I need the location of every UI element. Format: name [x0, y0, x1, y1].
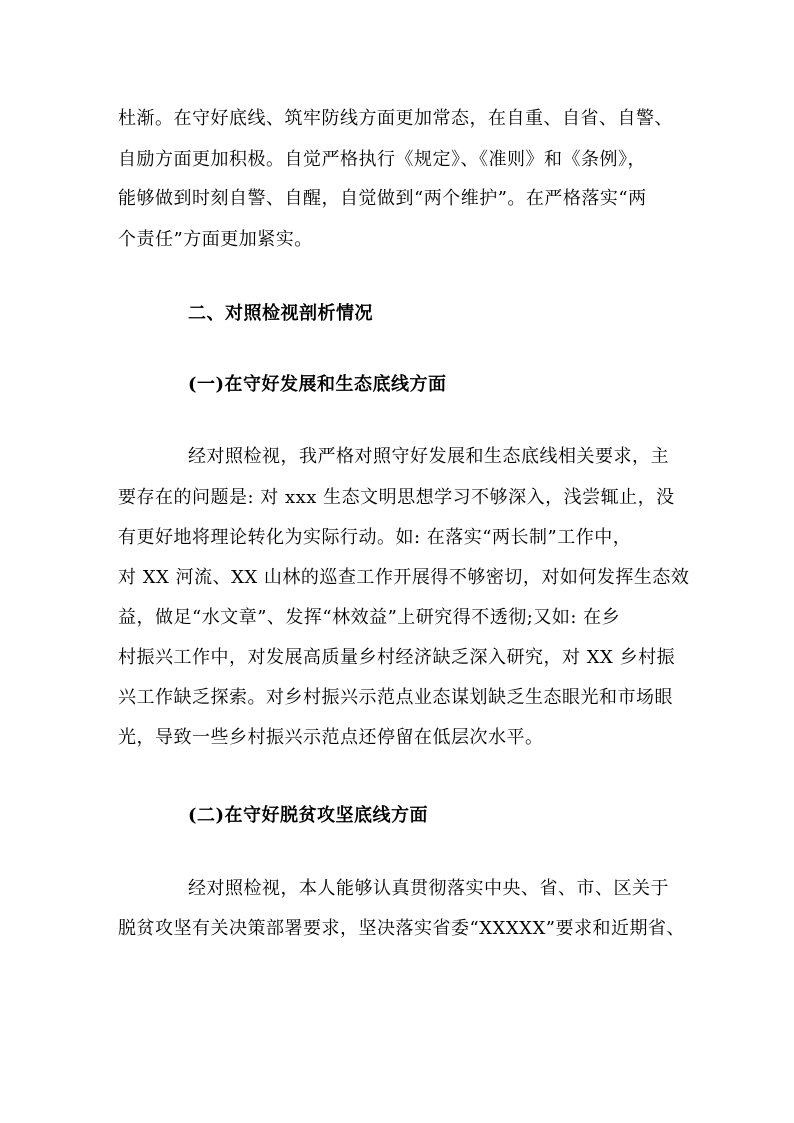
section-heading: 二、对照检视剖析情况 — [188, 303, 373, 324]
paragraph-line: 要存在的问题是: 对 xxx 生态文明思想学习不够深入，浅尝辄止，没 — [118, 487, 675, 508]
paragraph-line: 个责任”方面更加紧实。 — [118, 229, 313, 250]
paragraph-line: 兴工作缺乏探索。对乡村振兴示范点业态谋划缺乏生态眼光和市场眼 — [118, 687, 673, 708]
paragraph-line: 对 XX 河流、XX 山林的巡查工作开展得不够密切，对如何发挥生态效 — [118, 567, 690, 588]
paragraph-line: 脱贫攻坚有关决策部署要求，坚决落实省委“XXXXX”要求和近期省、 — [118, 918, 685, 939]
paragraph-line: 能够做到时刻自警、自醒，自觉做到“两个维护”。在严格落实“两 — [118, 188, 647, 209]
paragraph-line: 经对照检视，我严格对照守好发展和生态底线相关要求，主 — [188, 446, 669, 467]
paragraph-line: 村振兴工作中，对发展高质量乡村经济缺乏深入研究，对 XX 乡村振 — [118, 647, 676, 668]
paragraph-line: 自励方面更加积极。自觉严格执行《规定》、《准则》和《条例》， — [118, 149, 646, 170]
paragraph-line: 光，导致一些乡村振兴示范点还停留在低层次水平。 — [118, 727, 544, 748]
paragraph-line: 益，做足“水文章”、发挥“林效益”上研究得不透彻;又如: 在乡 — [118, 607, 621, 628]
paragraph-line: 杜渐。在守好底线、筑牢防线方面更加常态，在自重、自省、自警、 — [118, 108, 673, 129]
subsection-heading: (一)在守好发展和生态底线方面 — [188, 374, 447, 395]
paragraph-line: 有更好地将理论转化为实际行动。如: 在落实“两长制”工作中， — [118, 527, 632, 548]
subsection-heading: (二)在守好脱贫攻坚底线方面 — [188, 805, 429, 826]
paragraph-line: 经对照检视，本人能够认真贯彻落实中央、省、市、区关于 — [188, 878, 669, 899]
